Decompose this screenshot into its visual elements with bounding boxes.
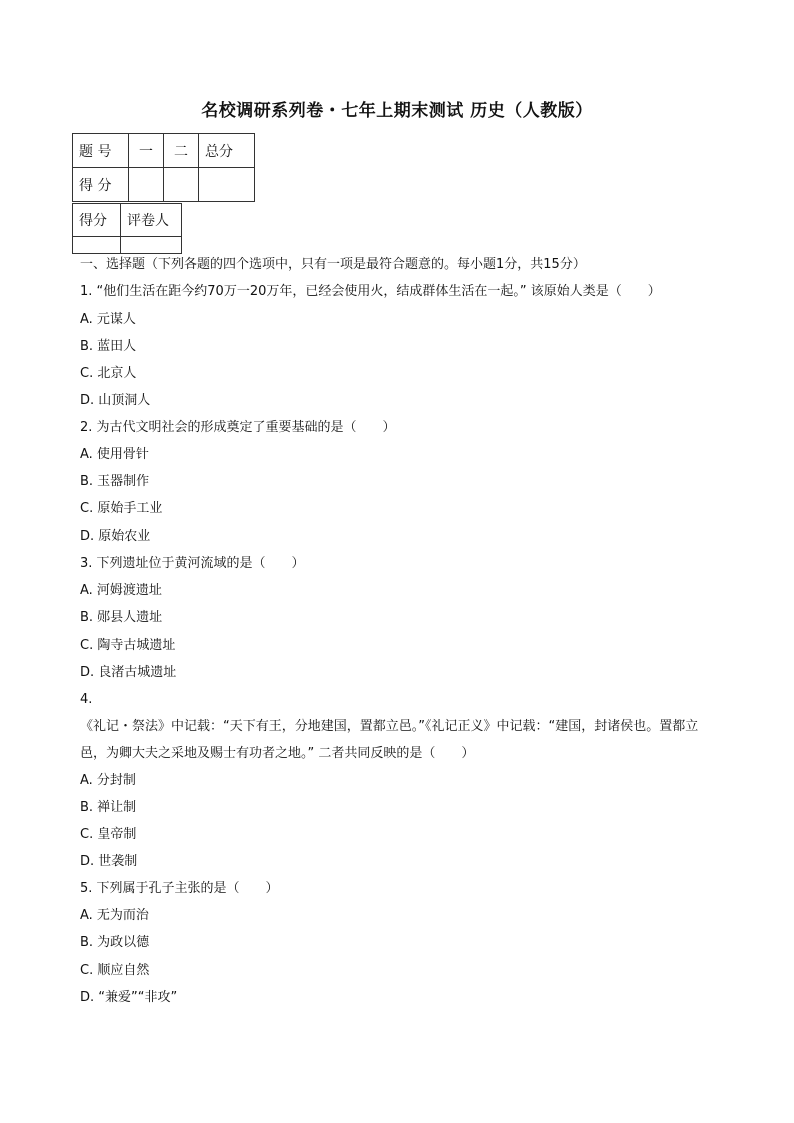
grader-table [72, 203, 182, 254]
score-table-cell: 总分 [199, 134, 255, 168]
score-table-cell: 题 号 [73, 134, 129, 168]
grader-table-blank-row [73, 237, 182, 254]
question-stem: 3. 下列遗址位于黄河流域的是（ ） [80, 556, 305, 571]
document-title: 名校调研系列卷・七年上期末测试 历史（人教版） [201, 101, 593, 121]
question-stem: 2. 为古代文明社会的形成奠定了重要基础的是（ ） [80, 420, 396, 435]
question-option[interactable]: B. 玉器制作 [80, 474, 150, 489]
question-stem: 1. “他们生活在距今约70万一20万年，已经会使用火，结成群体生活在一起。” 该原始人类是（ ） [80, 284, 661, 299]
grader-score-cell[interactable] [73, 237, 121, 254]
score-table-cell: 得 分 [73, 168, 129, 202]
question-option[interactable]: A. 使用骨针 [80, 447, 149, 462]
score-table-cell: 二 [164, 134, 199, 168]
section-heading: 一、选择题（下列各题的四个选项中，只有一项是最符合题意的。每小题1分，共15分） [80, 257, 586, 272]
question-option[interactable]: D. 山顶洞人 [80, 393, 151, 408]
question-stem: 《礼记・祭法》中记载：“天下有王，分地建国，置都立邑。”《礼记正义》中记载：“建国，封诸侯也。置都立邑，为卿大夫之采地及赐士有功者之地。” 二者共同反映的是（ ） [80, 719, 699, 761]
question-option[interactable]: B. 禅让制 [80, 800, 137, 815]
grader-score-label: 得分 [73, 204, 121, 237]
question-option[interactable]: A. 河姆渡遗址 [80, 583, 162, 598]
question-number: 4. [80, 692, 93, 707]
question-option[interactable]: C. 原始手工业 [80, 501, 163, 516]
question-option[interactable]: C. 顺应自然 [80, 963, 150, 978]
question-stem: 5. 下列属于孔子主张的是（ ） [80, 881, 279, 896]
question-option[interactable]: D. 世袭制 [80, 854, 138, 869]
score-table-header-row [73, 134, 255, 168]
score-input-cell[interactable] [199, 168, 255, 202]
grader-name-cell[interactable] [121, 237, 182, 254]
score-table-cell: 一 [129, 134, 164, 168]
score-input-cell[interactable] [129, 168, 164, 202]
question-option[interactable]: B. 蓝田人 [80, 339, 137, 354]
score-table [72, 133, 255, 202]
question-option[interactable]: C. 陶寺古城遗址 [80, 638, 176, 653]
score-table-score-row [73, 168, 255, 202]
question-option[interactable]: C. 皇帝制 [80, 827, 137, 842]
question-option[interactable]: B. 为政以德 [80, 935, 150, 950]
question-option[interactable]: A. 元谋人 [80, 312, 136, 327]
score-input-cell[interactable] [164, 168, 199, 202]
question-option[interactable]: D. 原始农业 [80, 529, 151, 544]
question-option[interactable]: A. 无为而治 [80, 908, 149, 923]
question-option[interactable]: D. 良渚古城遗址 [80, 665, 177, 680]
grader-name-label: 评卷人 [121, 204, 182, 237]
question-option[interactable]: C. 北京人 [80, 366, 137, 381]
question-option[interactable]: D. “兼爱”“非攻” [80, 990, 178, 1005]
question-option[interactable]: B. 郧县人遗址 [80, 610, 163, 625]
question-option[interactable]: A. 分封制 [80, 773, 136, 788]
grader-table-header-row [73, 204, 182, 237]
